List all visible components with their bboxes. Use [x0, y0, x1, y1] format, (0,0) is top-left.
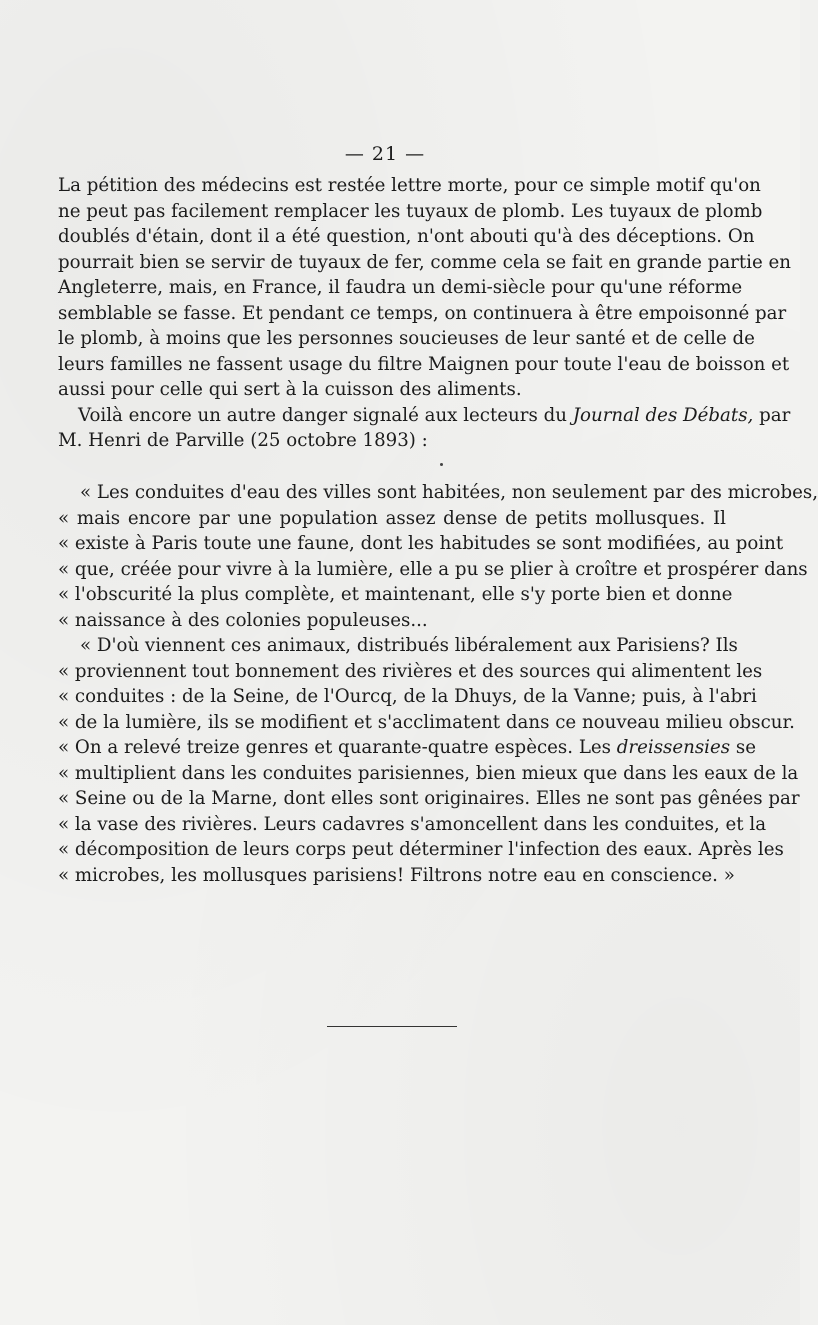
- body-text-top: [58, 173, 792, 454]
- quote-1-line: « que, créée pour vivre à la lumière, elle a pu se plier à croître et prospérer dans: [58, 558, 808, 580]
- quote-2-line: « D'où viennent ces animaux, distribués libéralement aux Parisiens? Ils: [80, 635, 738, 656]
- quote-2-line: « multiplient dans les conduites parisiennes, bien mieux que dans les eaux de la: [58, 762, 799, 784]
- paragraph-2-line-2: M. Henri de Parville (25 octobre 1893) :: [58, 430, 428, 451]
- quotation-block: [58, 480, 818, 888]
- paragraph-1-line: aussi pour celle qui sert à la cuisson des aliments.: [58, 379, 522, 400]
- paragraph-1-line: le plomb, à moins que les personnes soucieuses de leur santé et de celle de: [58, 328, 755, 349]
- quote-1-line: « mais encore par une population assez dense de petits mollusques. Il: [58, 507, 726, 529]
- quote-2-line-5: [58, 735, 756, 761]
- species-name: dreissensies: [616, 737, 731, 758]
- quote-2-line: « conduites : de la Seine, de l'Ourcq, de la Dhuys, de la Vanne; puis, à l'abri: [58, 686, 757, 707]
- quote-2-line: « Seine ou de la Marne, dont elles sont originaires. Elles ne sont pas gênées par: [58, 788, 800, 809]
- paragraph-1-line: pourrait bien se servir de tuyaux de fer, comme cela se fait en grande partie en: [58, 251, 792, 273]
- quote-1-line: « l'obscurité la plus complète, et maintenant, elle s'y porte bien et donne: [58, 584, 733, 605]
- quote-2-text: se: [730, 737, 756, 758]
- paragraph-1-line: ne peut pas facilement remplacer les tuyaux de plomb. Les tuyaux de plomb: [58, 200, 763, 222]
- quote-2-line: « décomposition de leurs corps peut déterminer l'infection des eaux. Après les: [58, 839, 784, 860]
- page-number: — 21 —: [344, 143, 426, 165]
- ink-mark: [440, 463, 443, 466]
- journal-title: Journal des Débats,: [572, 404, 754, 426]
- quote-2-line: « la vase des rivières. Leurs cadavres s'amoncellent dans les conduites, et la: [58, 813, 767, 835]
- quote-1-line: « Les conduites d'eau des villes sont habitées, non seulement par des microbes,: [80, 482, 818, 503]
- quote-1-line: « existe à Paris toute une faune, dont les habitudes se sont modifiées, au point: [58, 533, 784, 554]
- paragraph-1-line: doublés d'étain, dont il a été question, n'ont abouti qu'à des déceptions. On: [58, 226, 755, 247]
- quote-2-line: « proviennent tout bonnement des rivières et des sources qui alimentent les: [58, 660, 763, 682]
- paragraph-2-text: par: [753, 404, 791, 426]
- quote-2-line: « microbes, les mollusques parisiens! Filtrons notre eau en conscience. »: [58, 864, 735, 886]
- paragraph-1-line: Angleterre, mais, en France, il faudra un demi-siècle pour qu'une réforme: [58, 277, 743, 298]
- quote-1-line: « naissance à des colonies populeuses...: [58, 609, 428, 631]
- paragraph-2-line-1: [58, 403, 791, 429]
- paragraph-2-text: Voilà encore un autre danger signalé aux lecteurs du: [78, 404, 573, 426]
- quote-2-text: « On a relevé treize genres et quarante-quatre espèces. Les: [58, 737, 617, 758]
- end-rule: [327, 1026, 457, 1027]
- paragraph-1-line: semblable se fasse. Et pendant ce temps, on continuera à être empoisonné par: [58, 302, 787, 324]
- paragraph-1-line: La pétition des médecins est restée lettre morte, pour ce simple motif qu'on: [58, 175, 761, 196]
- quote-2-line: « de la lumière, ils se modifient et s'acclimatent dans ce nouveau milieu obscur.: [58, 711, 795, 733]
- paragraph-1-line: leurs familles ne fassent usage du filtre Maignen pour toute l'eau de boisson et: [58, 353, 790, 375]
